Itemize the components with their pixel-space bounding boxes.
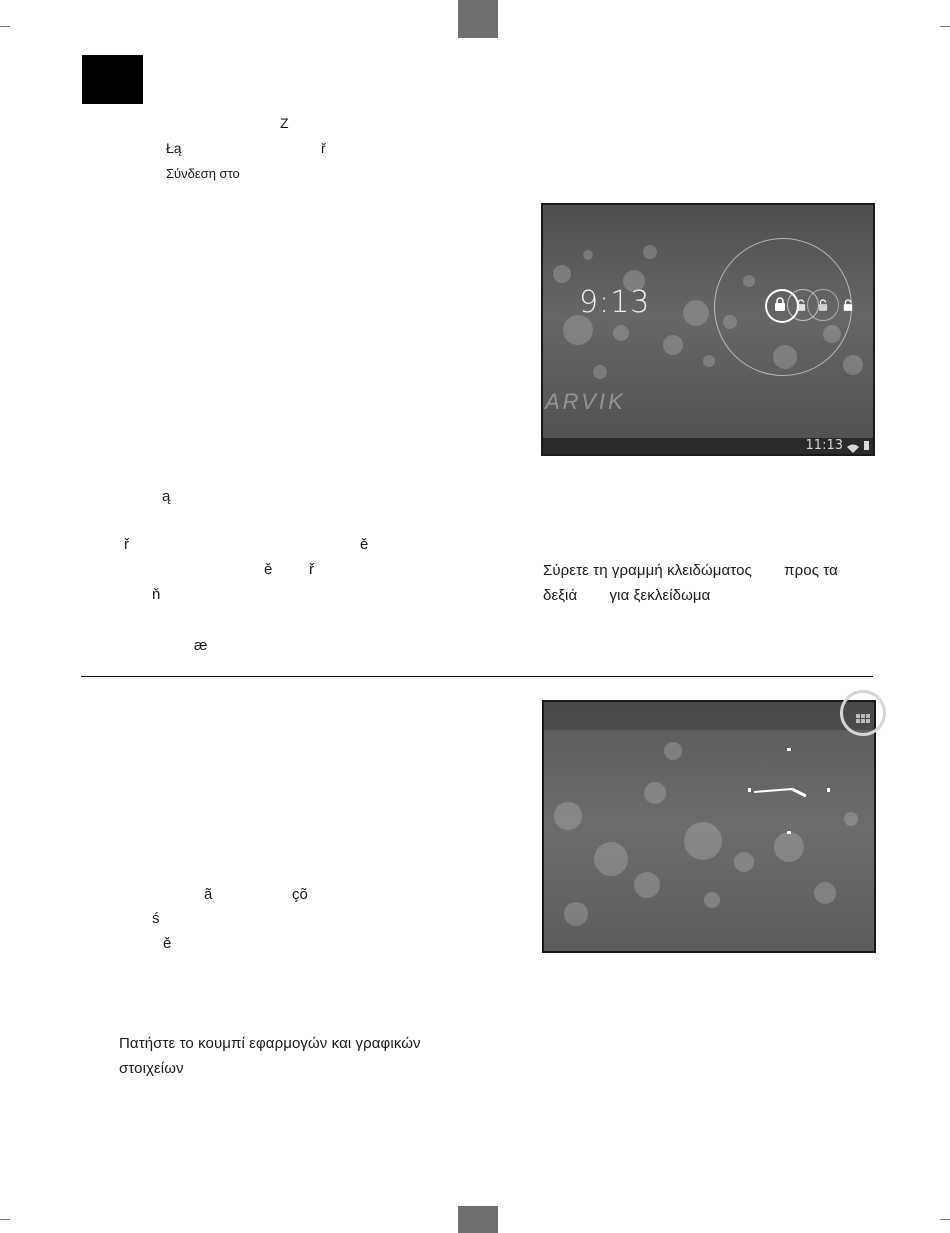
section-marker-block	[82, 55, 143, 104]
bokeh-light	[583, 250, 593, 260]
bokeh-light	[703, 355, 715, 367]
crop-mark	[0, 26, 10, 27]
crop-mark	[940, 1219, 950, 1220]
text-fragment: ś	[152, 910, 160, 927]
text-fragment: æ	[194, 637, 208, 654]
page-tab-bottom	[458, 1206, 498, 1233]
bokeh-light	[843, 355, 863, 375]
header-subtitle: Σύνδεση στο	[166, 166, 240, 181]
brand-watermark: ARVIK	[545, 389, 626, 414]
caption-text: προς τα	[784, 562, 838, 579]
bokeh-light	[564, 902, 588, 926]
apps-button-highlight	[840, 690, 886, 736]
header-fragment: Z	[280, 115, 289, 131]
battery-icon	[864, 441, 869, 450]
text-fragment: ě	[360, 536, 369, 553]
bokeh-light	[683, 300, 709, 326]
padlock-icon	[774, 297, 786, 311]
bokeh-light	[613, 325, 629, 341]
text-fragment: ą	[162, 488, 171, 505]
bokeh-light	[664, 742, 682, 760]
homescreen-caption-line2: στοιχείων	[119, 1060, 184, 1077]
lockscreen-caption	[543, 587, 710, 604]
bokeh-light	[634, 872, 660, 898]
caption-text: για ξεκλείδωμα	[609, 587, 711, 604]
caption-text: Σύρετε τη γραμμή κλειδώματος	[543, 562, 752, 579]
lockscreen-clock: 9:13	[579, 285, 651, 320]
bokeh-light	[644, 782, 666, 804]
top-bar	[544, 702, 874, 730]
bokeh-light	[663, 335, 683, 355]
homescreen-caption-line1: Πατήστε το κουμπί εφαρμογών και γραφικών	[119, 1035, 421, 1052]
text-fragment: ě	[163, 935, 172, 952]
text-fragment: çõ	[292, 886, 308, 903]
lockscreen-screenshot	[541, 203, 875, 456]
bokeh-light	[593, 365, 607, 379]
page-tab-top	[458, 0, 498, 38]
bokeh-light	[554, 802, 582, 830]
text-fragment: ě	[264, 561, 273, 578]
status-bar	[543, 438, 873, 454]
bokeh-light	[844, 812, 858, 826]
unlocked-padlock-icon	[818, 298, 828, 316]
bokeh-light	[734, 852, 754, 872]
bokeh-light	[643, 245, 657, 259]
text-fragment: ř	[309, 561, 314, 578]
bokeh-light	[594, 842, 628, 876]
header-fragment: Łą	[166, 140, 182, 156]
homescreen-screenshot	[542, 700, 876, 953]
crop-mark	[940, 26, 950, 27]
unlocked-padlock-icon	[796, 298, 806, 316]
bokeh-light	[684, 822, 722, 860]
bokeh-light	[814, 882, 836, 904]
unlocked-padlock-icon	[843, 298, 853, 316]
wifi-icon	[847, 441, 859, 456]
bokeh-light	[553, 265, 571, 283]
bokeh-light	[704, 892, 720, 908]
header-fragment: ř	[321, 140, 326, 156]
caption-text: δεξιά	[543, 587, 578, 604]
text-fragment: ř	[124, 536, 129, 553]
lockscreen-caption	[543, 562, 838, 579]
crop-mark	[0, 1219, 10, 1220]
text-fragment: ã	[204, 886, 213, 903]
section-divider	[81, 676, 873, 677]
analog-clock-widget[interactable]	[744, 747, 834, 837]
status-time: 11:13	[805, 438, 843, 453]
text-fragment: ň	[152, 586, 161, 603]
